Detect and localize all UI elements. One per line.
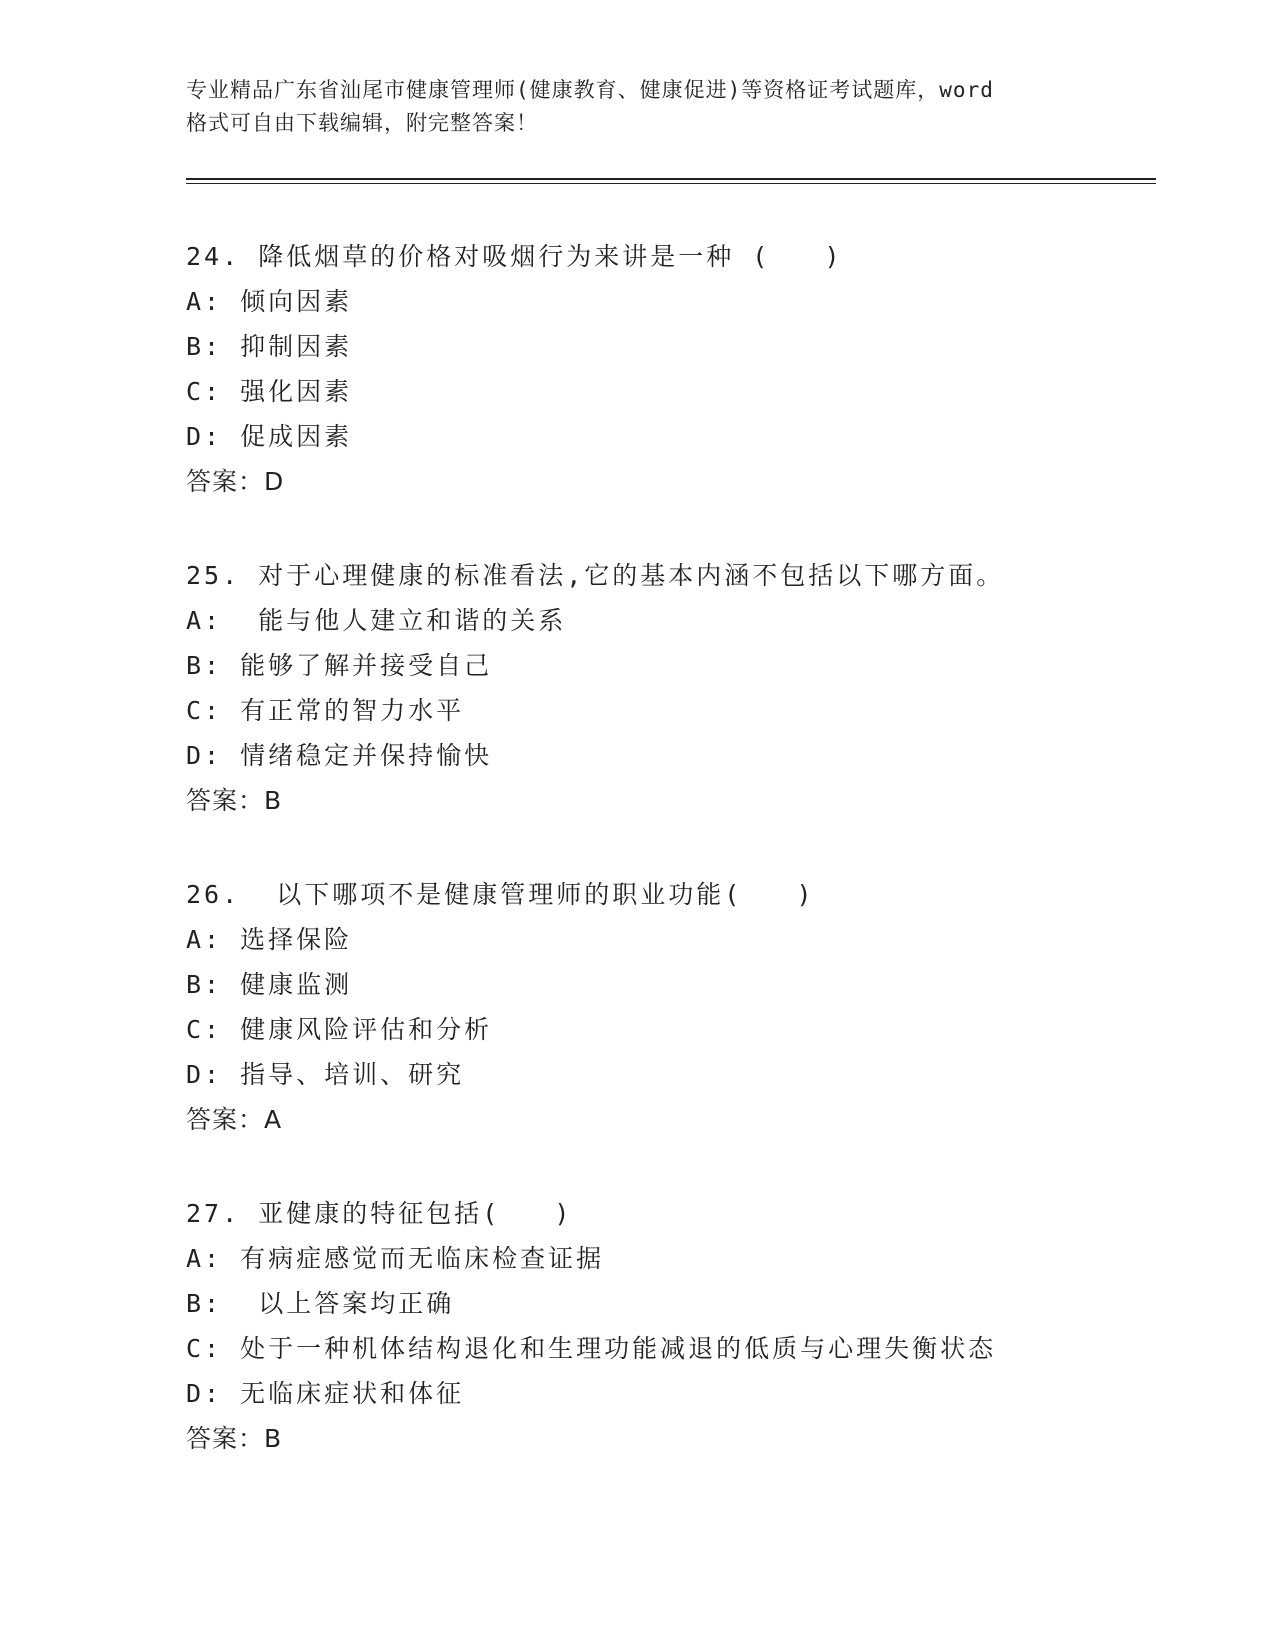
header-line-2: 格式可自由下载编辑，附完整答案！ <box>186 111 538 135</box>
question-26 <box>186 872 1186 1142</box>
question-stem: 27. 亚健康的特征包括( ) <box>186 1199 573 1228</box>
option-a: A: 有病症感觉而无临床检查证据 <box>186 1244 605 1273</box>
option-b: B: 以上答案均正确 <box>186 1289 455 1318</box>
question-24 <box>186 234 1186 504</box>
option-d: D: 促成因素 <box>186 422 353 451</box>
document-header <box>186 74 1086 140</box>
question-25 <box>186 553 1186 823</box>
option-d: D: 指导、培训、研究 <box>186 1060 465 1089</box>
header-divider-thick <box>186 178 1156 180</box>
option-b: B: 能够了解并接受自己 <box>186 651 493 680</box>
question-27 <box>186 1191 1186 1461</box>
question-stem: 26. 以下哪项不是健康管理师的职业功能( ) <box>186 880 815 909</box>
option-c: C: 强化因素 <box>186 377 353 406</box>
question-stem: 24. 降低烟草的价格对吸烟行为来讲是一种 ( ) <box>186 242 843 271</box>
answer-line: 答案：B <box>186 1424 283 1453</box>
question-stem: 25. 对于心理健康的标准看法,它的基本内涵不包括以下哪方面。 <box>186 561 1005 590</box>
header-line-1: 专业精品广东省汕尾市健康管理师(健康教育、健康促进)等资格证考试题库，word <box>186 78 994 102</box>
option-d: D: 无临床症状和体征 <box>186 1379 465 1408</box>
header-divider-thin <box>186 183 1156 184</box>
answer-line: 答案：D <box>186 467 285 496</box>
option-c: C: 处于一种机体结构退化和生理功能减退的低质与心理失衡状态 <box>186 1334 997 1363</box>
option-a: A: 能与他人建立和谐的关系 <box>186 606 567 635</box>
option-a: A: 选择保险 <box>186 925 353 954</box>
option-c: C: 有正常的智力水平 <box>186 696 465 725</box>
option-b: B: 抑制因素 <box>186 332 353 361</box>
answer-line: 答案：B <box>186 786 283 815</box>
option-a: A: 倾向因素 <box>186 287 353 316</box>
option-d: D: 情绪稳定并保持愉快 <box>186 741 493 770</box>
option-b: B: 健康监测 <box>186 970 353 999</box>
option-c: C: 健康风险评估和分析 <box>186 1015 493 1044</box>
answer-line: 答案：A <box>186 1105 283 1134</box>
